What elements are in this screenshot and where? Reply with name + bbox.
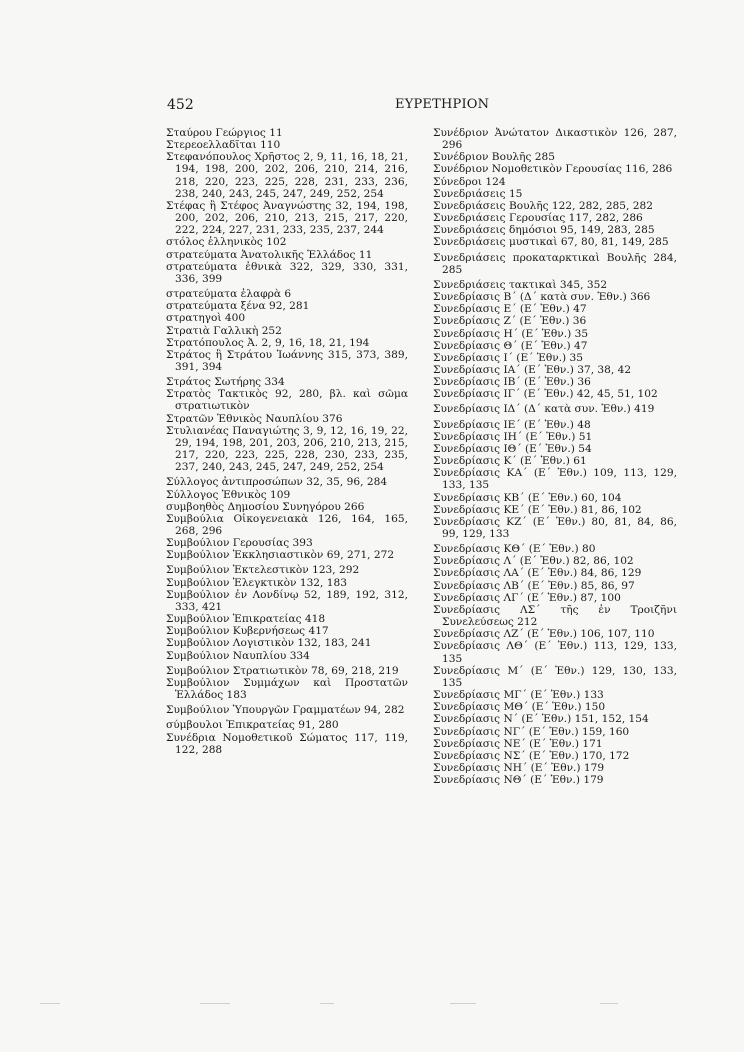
index-entry: Συνέδριον Ἀνώτατον Δικαστικὸν 126, 287, 296 <box>433 127 677 152</box>
index-entry: Συνεδρίασις Β΄ (Δ΄ κατὰ συν. Ἐθν.) 366 <box>433 291 651 304</box>
index-entry: συμβοηθὸς Δημοσίου Συνηγόρου 266 <box>166 500 365 513</box>
index-entry: Συμβούλιον Στρατιωτικὸν 78, 69, 218, 219 <box>166 664 399 677</box>
index-entry: Συνεδρίασις ΛΣ΄ τῆς ἐν Τροιζῆνι Συνελεύσεως 212 <box>433 603 677 629</box>
index-entry: Στεφανόπουλος Χρῆστος 2, 9, 11, 16, 18, 21, 194, 198, 200, 202, 206, 210, 214, 216, 218, 220, 223, 225, 228, 231, 233, 236, 238, 240, 243, 245, 247, 249, 252, 254 <box>166 151 408 200</box>
index-entry: Συμβούλιον Κυβερνήσεως 417 <box>166 625 329 638</box>
running-head: ΕΥΡΕΤΗΡΙΟΝ <box>395 97 490 112</box>
index-entry: Συνεδρίασις Ι΄ (Ε΄ Ἐθν.) 35 <box>433 351 584 364</box>
index-entry: Συνεδρίασις Ζ΄ (Ε΄ Ἐθν.) 36 <box>433 315 587 328</box>
index-entry: Συνεδριάσεις Βουλῆς 122, 282, 285, 282 <box>433 199 653 212</box>
index-entry: Συνεδρίασις Λ΄ (Ε΄ Ἐθν.) 82, 86, 102 <box>433 555 634 568</box>
index-entry: Στρατῶν Ἐθνικὸς Ναυπλίου 376 <box>166 412 343 425</box>
index-entry: Συνεδρίασις ΚΘ΄ (Ε΄ Ἐθν.) 80 <box>433 543 596 556</box>
index-entry: Συνεδρίασις Κ΄ (Ε΄ Ἐθν.) 61 <box>433 455 587 468</box>
index-entry: Συνεδρίασις ΛΖ΄ (Ε΄ Ἐθν.) 106, 107, 110 <box>433 628 655 641</box>
index-entry: Συνεδρίασις ΝΓ΄ (Ε΄ Ἐθν.) 159, 160 <box>433 725 630 738</box>
page-number: 452 <box>167 97 194 113</box>
index-entry: Στρατιὰ Γαλλικὴ 252 <box>166 324 282 337</box>
index-entry: στρατεύματα ἐλαφρὰ 6 <box>166 288 292 301</box>
index-entry: Συνεδριάσεις προκαταρκτικαὶ Βουλῆς 284, 285 <box>433 251 677 276</box>
index-entry: Συνεδρίασις ΙΑ΄ (Ε΄ Ἐθν.) 37, 38, 42 <box>433 363 632 376</box>
index-entry: Συνεδριάσεις τακτικαὶ 345, 352 <box>433 278 608 291</box>
index-entry: Σταύρου Γεώργιος 11 <box>166 127 283 139</box>
index-entry: Συμβούλιον Ἐλεγκτικὸν 132, 183 <box>166 576 347 589</box>
index-entry: Σύλλογος ἀντιπροσώπων 32, 35, 96, 284 <box>166 476 388 489</box>
index-entry: Συνεδρίασις ΙΗ΄ (Ε΄ Ἐθν.) 51 <box>433 430 593 443</box>
index-entry: Συνέδριον Βουλῆς 285 <box>433 151 555 164</box>
index-entry: Συμβούλιον Ὑπουργῶν Γραμματέων 94, 282 <box>166 704 405 717</box>
index-entry: Συνεδρίασις Η΄ (Ε΄ Ἐθν.) 35 <box>433 327 589 340</box>
index-entry: σύμβουλοι Ἐπικρατείας 91, 280 <box>166 719 339 732</box>
index-entry: Συνεδριάσεις Γερουσίας 117, 282, 286 <box>433 212 643 225</box>
index-entry: Συνεδρίασις ΝΣ΄ (Ε΄ Ἐθν.) 170, 172 <box>433 749 630 762</box>
index-column-right <box>433 127 677 786</box>
index-entry: Συμβούλιον Γερουσίας 393 <box>166 537 313 550</box>
index-entry: στρατηγοὶ 400 <box>166 312 246 325</box>
index-entry: στρατεύματα ξένα 92, 281 <box>166 300 310 313</box>
index-entry: Στράτος ἢ Στράτου Ἰωάννης 315, 373, 389, 391, 394 <box>166 348 408 373</box>
index-entry: στόλος ἑλληνικὸς 102 <box>166 236 287 249</box>
index-entry: Συνεδρίασις ΛΓ΄ (Ε΄ Ἐθν.) 87, 100 <box>433 591 621 604</box>
index-entry: Συμβούλιον Λογιστικὸν 132, 183, 241 <box>166 637 372 650</box>
index-entry: Στράτος Σωτήρης 334 <box>166 376 285 389</box>
index-entry: Σύνεδροι 124 <box>433 175 506 188</box>
index-entry: Συνεδρίασις ΚΒ΄ (Ε΄ Ἐθν.) 60, 104 <box>433 491 622 504</box>
index-entry: Συνεδρίασις ΚΑ΄ (Ε΄ Ἐθν.) 109, 113, 129, 133, 135 <box>433 467 677 492</box>
index-entry: Συνεδριάσεις δημόσιοι 95, 149, 283, 285 <box>433 224 655 237</box>
index-entry: Συνεδρίασις ΛΘ΄ (Ε΄ Ἐθν.) 113, 129, 133, 135 <box>433 640 677 665</box>
index-entry: Στερεοελλαδῖται 110 <box>166 139 281 152</box>
index-entry: Συμβούλιον Ναυπλίου 334 <box>166 649 310 662</box>
index-column-left <box>166 127 408 756</box>
index-entry: Συνεδρίασις Ε΄ (Ε΄ Ἐθν.) 47 <box>433 303 587 316</box>
index-entry: Συνέδρια Νομοθετικοῦ Σώματος 117, 119, 122, 288 <box>166 731 408 756</box>
index-entry: Συνεδρίασις ΛΒ΄ (Ε΄ Ἐθν.) 85, 86, 97 <box>433 579 635 592</box>
index-entry: στρατεύματα Ἀνατολικῆς Ἑλλάδος 11 <box>166 248 373 261</box>
index-entry: Συνεδρίασις ΝΘ΄ (Ε΄ Ἐθν.) 179 <box>433 774 604 787</box>
index-entry: Συμβούλια Οἰκογενειακὰ 126, 164, 165, 268, 296 <box>166 512 408 537</box>
index-entry: Συνεδρίασις ΝΗ΄ (Ε΄ Ἐθν.) 179 <box>433 761 605 774</box>
index-entry: Συνεδρίασις Μ΄ (Ε΄ Ἐθν.) 129, 130, 133, 135 <box>433 664 677 689</box>
index-entry: Σύλλογος Ἐθνικὸς 109 <box>166 488 291 501</box>
index-entry: Συνεδρίασις ΜΓ΄ (Ε΄ Ἐθν.) 133 <box>433 689 604 702</box>
index-entry: Συνεδρίασις ΛΑ΄ (Ε΄ Ἐθν.) 84, 86, 129 <box>433 567 642 580</box>
index-entry: Συνεδρίασις ΙΔ΄ (Δ΄ κατὰ συν. Ἐθν.) 419 <box>433 403 655 416</box>
index-entry: Συνεδρίασις ΚΖ΄ (Ε΄ Ἐθν.) 80, 81, 84, 86, 99, 129, 133 <box>433 515 677 540</box>
index-entry: Στυλιανέας Παναγιώτης 3, 9, 12, 16, 19, 22, 29, 194, 198, 201, 203, 206, 210, 213, 215, 217, 220, 223, 225, 228, 230, 233, 235, 237, 240, 243, 245, 247, 249, 252, 254 <box>166 424 408 474</box>
index-entry: Συνεδρίασις ΜΘ΄ (Ε΄ Ἐθν.) 150 <box>433 701 606 714</box>
index-entry: Συμβούλιον ἐν Λονδίνῳ 52, 189, 192, 312, 333, 421 <box>166 588 408 613</box>
index-entry: Συνεδρίασις ΙΘ΄ (Ε΄ Ἐθν.) 54 <box>433 442 592 455</box>
index-entry: Συνεδρίασις Ν΄ (Ε΄ Ἐθν.) 151, 152, 154 <box>433 713 649 726</box>
scan-artifact-line <box>0 1003 744 1009</box>
index-entry: Συμβούλιον Ἐκκλησιαστικὸν 69, 271, 272 <box>166 549 395 562</box>
index-entry: Συνέδριον Νομοθετικὸν Γερουσίας 116, 286 <box>433 163 673 176</box>
index-entry: Συμβούλιον Ἐπικρατείας 418 <box>166 613 326 626</box>
index-entry: Συνεδριάσεις μυστικαὶ 67, 80, 81, 149, 285 <box>433 236 669 249</box>
index-entry: Στρατόπουλος Ἀ. 2, 9, 16, 18, 21, 194 <box>166 336 370 349</box>
index-entry: Συμβούλιον Ἐκτελεστικὸν 123, 292 <box>166 564 360 577</box>
index-entry: Στέφας ἢ Στέφος Ἀναγνώστης 32, 194, 198, 200, 202, 206, 210, 213, 215, 217, 220, 222, 224, 227, 231, 233, 235, 237, 244 <box>166 199 408 237</box>
index-entry: στρατεύματα ἐθνικὰ 322, 329, 330, 331, 336, 399 <box>166 260 408 285</box>
index-entry: Συνεδρίασις ΙΒ΄ (Ε΄ Ἐθν.) 36 <box>433 376 591 389</box>
index-entry: Συνεδριάσεις 15 <box>433 187 523 200</box>
index-entry: Συνεδρίασις ΙΕ΄ (Ε΄ Ἐθν.) 48 <box>433 418 591 431</box>
index-entry: Συμβούλιον Συμμάχων καὶ Προστατῶν Ἑλλάδος 183 <box>166 676 408 702</box>
index-entry: Στρατὸς Τακτικὸς 92, 280, βλ. καὶ σῶμα στρατιωτικὸν <box>166 388 408 413</box>
index-entry: Συνεδρίασις ΝΕ΄ (Ε΄ Ἐθν.) 171 <box>433 737 603 750</box>
index-entry: Συνεδρίασις ΙΓ΄ (Ε΄ Ἐθν.) 42, 45, 51, 102 <box>433 388 658 401</box>
index-entry: Συνεδρίασις Θ΄ (Ε΄ Ἐθν.) 47 <box>433 339 588 352</box>
index-entry: Συνεδρίασις ΚΕ΄ (Ε΄ Ἐθν.) 81, 86, 102 <box>433 503 642 516</box>
